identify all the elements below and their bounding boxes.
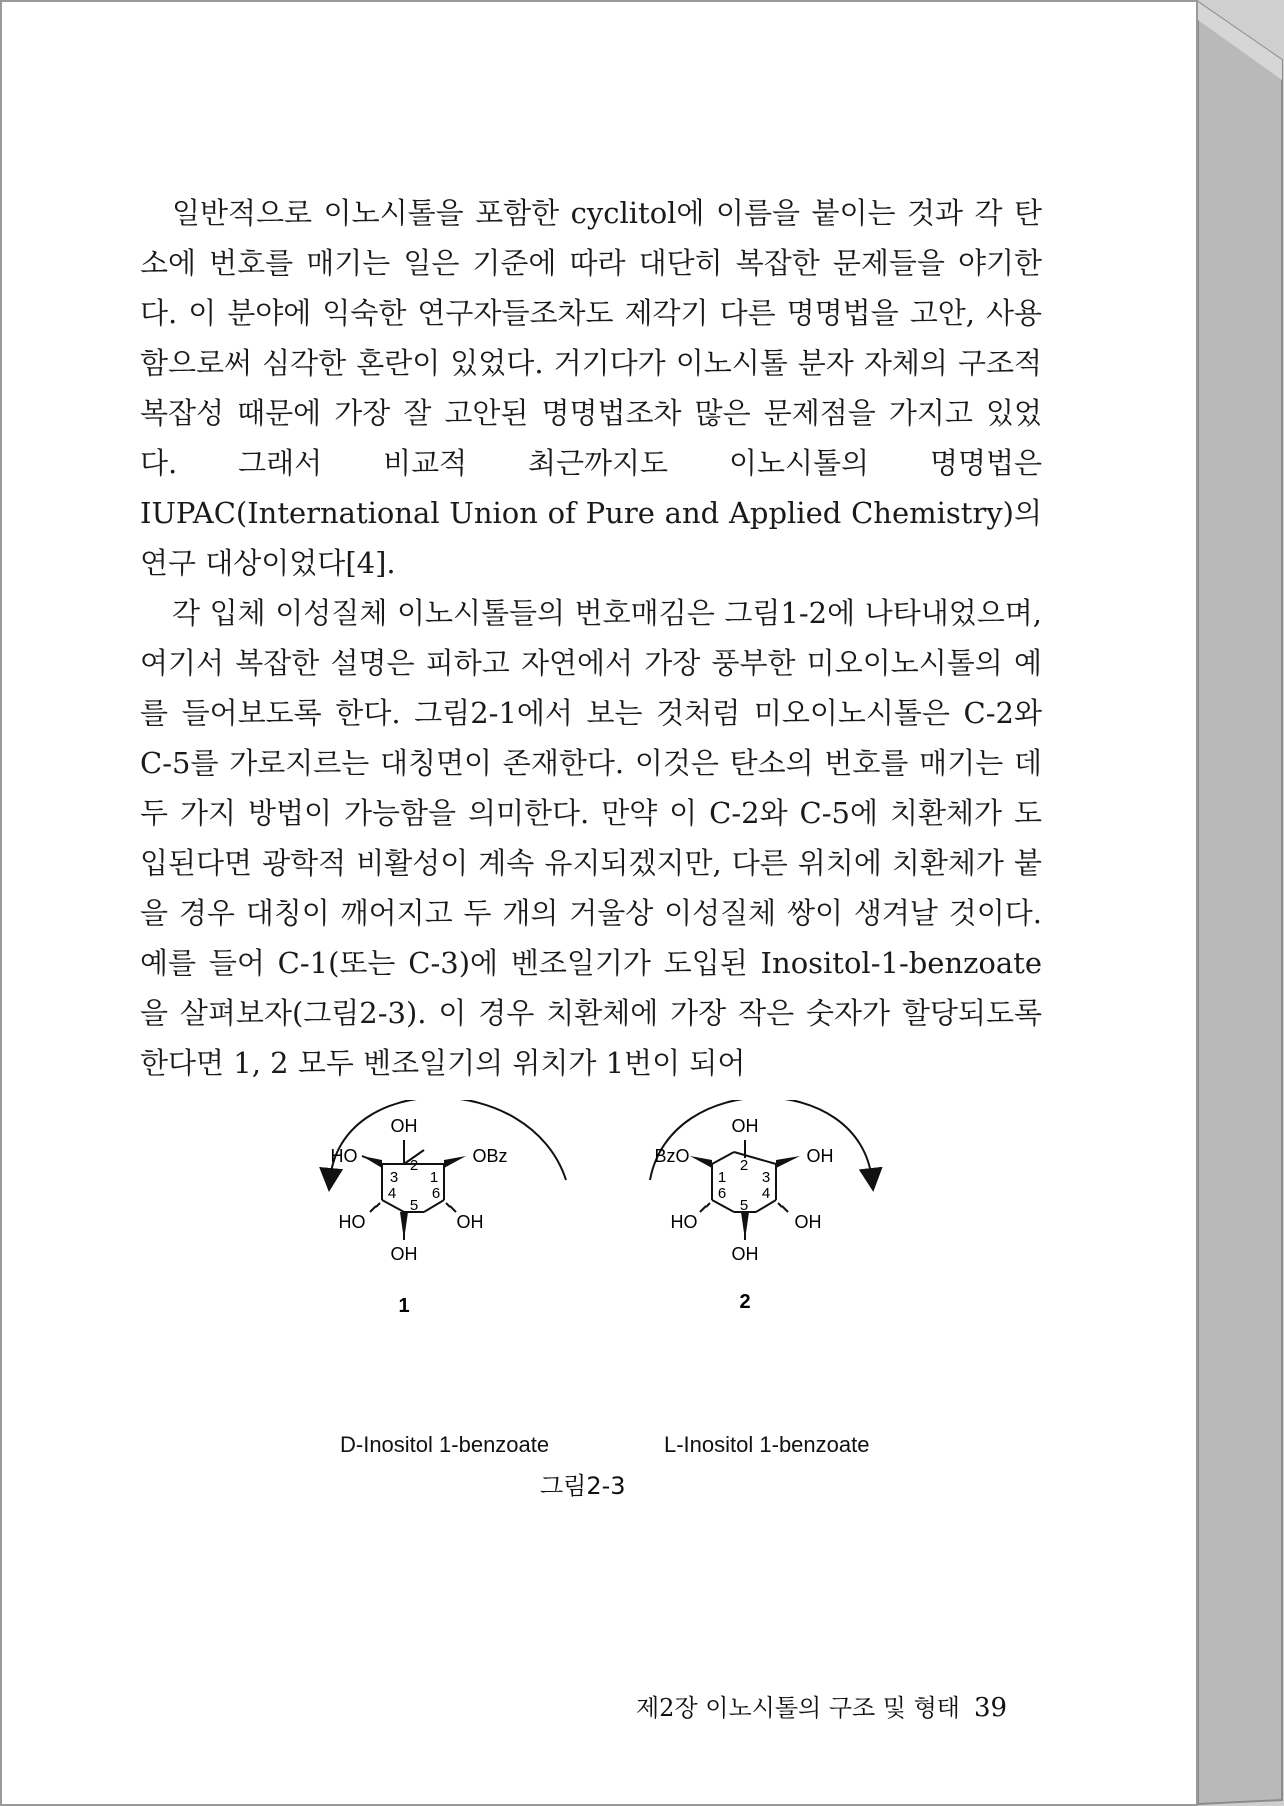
arrow-arc-2 [650,1100,872,1180]
mol2-left-up: BzO [654,1146,690,1166]
caption-l-inositol: L-Inositol 1-benzoate [664,1432,870,1457]
mol2-ring-num: 6 [717,1185,727,1202]
molecule-1 [330,1100,566,1317]
mol2-number: 2 [739,1291,751,1313]
molecule-2 [650,1100,872,1313]
mol2-ring-num: 5 [739,1197,749,1214]
mol1-top-oh: OH [390,1116,418,1136]
mol1-left-up: HO [330,1146,358,1166]
mol2-ring-num: 4 [761,1185,771,1202]
mol1-ring-num: 5 [409,1197,419,1214]
mol2-top-oh: OH [731,1116,759,1136]
mol2-left-down: HO [670,1212,698,1232]
mol1-ring-num: 1 [429,1169,439,1186]
mol1-ring-num: 6 [431,1185,441,1202]
page-number: 39 [974,1693,1008,1723]
mol1-number: 1 [398,1295,410,1317]
mol2-right-down: OH [794,1212,822,1232]
mol2-ring-num: 2 [739,1157,749,1174]
mol1-ring-num: 3 [389,1169,399,1186]
chapter-title: 제2장 이노시톨의 구조 및 형태 [636,1694,960,1722]
page-footer [636,1688,1007,1723]
page-edge [1198,0,1284,1806]
mol1-ring-num: 2 [409,1157,419,1174]
mol2-ring-num: 1 [717,1169,727,1186]
paragraph-2: 각 입체 이성질체 이노시톨들의 번호매김은 그림1-2에 나타내었으며, 여기서 복잡한 설명은 피하고 자연에서 가장 풍부한 미오이노시톨의 예를 들어보도록 한다. 그림2-1에서 보는 것처럼 미오이노시톨은 C-2와 C-5를 가로지르는 대칭면이 존재한다. 이것은 탄소의 번호를 매기는 데 두 가지 방법이 가능함을 의미한다. 만약 이 C-2와 C-5에 치환체가 도입된다면 광학적 비활성이 계속 유지되겠지만, 다른 위치에 치환체가 붙을 경우 대칭이 깨어지고 두 개의 거울상 이성질체 쌍이 생겨날 것이다. 예를 들어 C-1(또는 C-3)에 벤조일기가 도입된 Inositol-1-benzoate을 살펴보자(그림2-3). 이 경우 치환체에 가장 작은 숫자가 할당되도록 한다면 1, 2 모두 벤조일기의 위치가 1번이 되어 [140,596,1042,1080]
mol1-right-down: OH [456,1212,484,1232]
mol1-bottom-oh: OH [390,1244,418,1264]
caption-d-inositol: D-Inositol 1-benzoate [340,1432,550,1457]
mol1-right-up: OBz [472,1146,508,1166]
figure-label: 그림2-3 [540,1472,626,1500]
body-text [140,188,1042,1088]
paragraph-1: 일반적으로 이노시톨을 포함한 cyclitol에 이름을 붙이는 것과 각 탄소에 번호를 매기는 일은 기준에 따라 대단히 복잡한 문제들을 야기한다. 이 분야에 익숙한 연구자들조차도 제각기 다른 명명법을 고안, 사용함으로써 심각한 혼란이 있었다. 거기다가 이노시톨 분자 자체의 구조적 복잡성 때문에 가장 잘 고안된 명명법조차 많은 문제점을 가지고 있었다. 그래서 비교적 최근까지도 이노시톨의 명명법은 IUPAC(International Union of Pure and Applied Chemistry)의 연구 대상이었다[4]. [140,196,1042,580]
mol2-ring-num: 3 [761,1169,771,1186]
mol1-left-down: HO [338,1212,366,1232]
mol1-ring-num: 4 [387,1185,397,1202]
arrow-arc-1 [330,1100,566,1180]
mol2-bottom-oh: OH [731,1244,759,1264]
mol2-right-up: OH [806,1146,834,1166]
